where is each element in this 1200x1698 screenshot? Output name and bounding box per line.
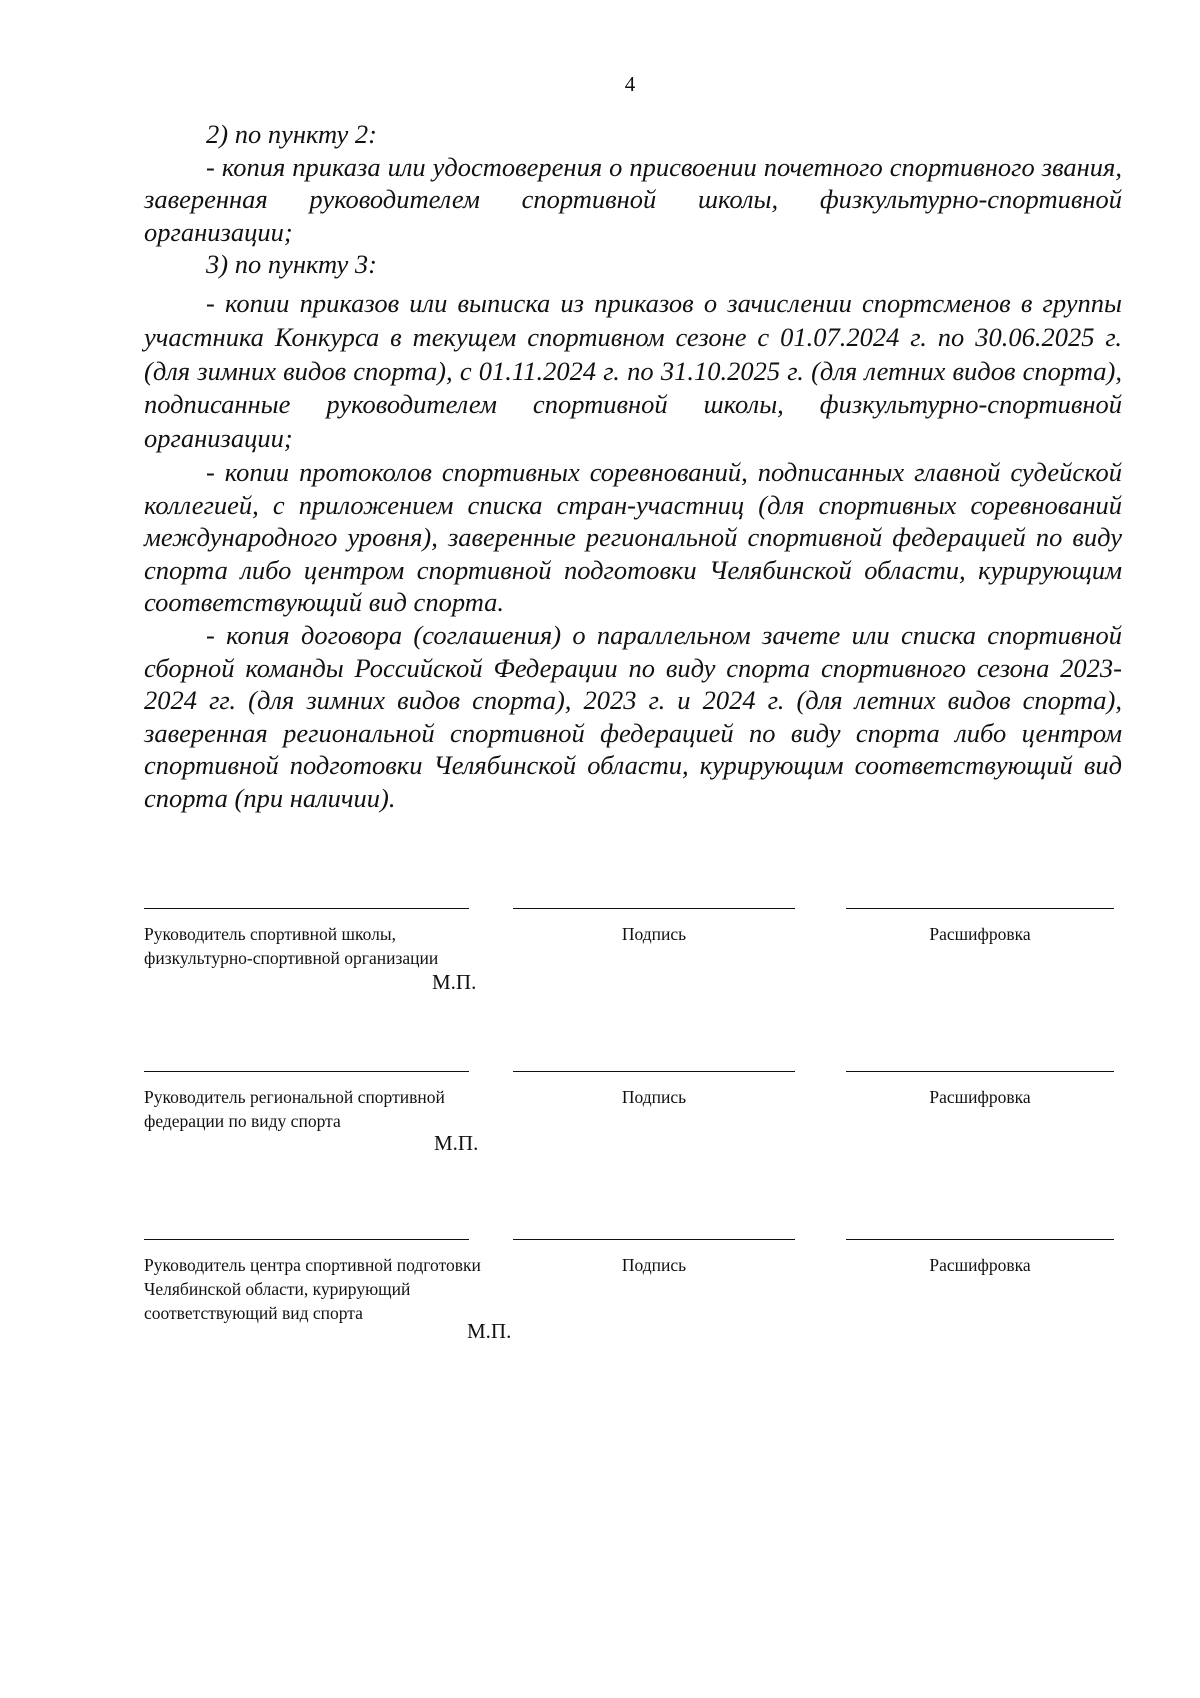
stamp-place-label: М.П. [432, 970, 477, 994]
role-caption-line: Руководитель центра спортивной подготовки [144, 1255, 481, 1275]
signature-caption: Подпись [621, 924, 687, 944]
role-line [144, 908, 469, 909]
signature-caption: Подпись [621, 1255, 687, 1275]
stamp-place-label: М.П. [467, 1319, 512, 1343]
signature-line [513, 1071, 795, 1072]
decoding-caption: Расшифровка [929, 924, 1031, 944]
signature-line [513, 1239, 795, 1240]
role-caption [144, 1253, 524, 1325]
item-2-heading: 2) по пункту 2: [206, 119, 377, 149]
item-3-competition-protocols-entry: - копии протоколов спортивных соревнований, подписанных главной судейской коллегией, с приложением списка стран-участниц (для спортивных соревнований международного уровня), заверенные региональной спортивной федерацией по виду спорта либо центром спортивной подготовки Челябинской области, курирующим соответствующий вид спорта. [144, 456, 1122, 618]
document-body [144, 118, 1122, 814]
decoding-line [846, 908, 1114, 909]
item-2-document-list-entry: - копия приказа или удостоверения о присвоении почетного спортивного звания, заверенная руководителем спортивной школы, физкультурно-спортивной организации; [144, 151, 1122, 247]
role-caption-line: Руководитель региональной спортивной [144, 1087, 445, 1107]
role-caption-line: федерации по виду спорта [144, 1111, 341, 1131]
signature-line [513, 908, 795, 909]
item-3-heading: 3) по пункту 3: [206, 249, 377, 280]
decoding-caption: Расшифровка [929, 1255, 1031, 1275]
role-caption [144, 922, 524, 970]
item-3-enrollment-orders-entry: - копии приказов или выписка из приказов о зачислении спортсменов в группы участника Конкурса в текущем спортивном сезоне с 01.07.2024 г. по 30.06.2025 г. (для зимних видов спорта), с 01.11.2024 г. по 31.10.2025 г. (для летних видов спорта), подписанные руководителем спортивной школы, физкультурно-спортивной организации; [144, 287, 1122, 454]
page-number: 4 [624, 72, 636, 96]
item-3-agreement-copy-entry: - копия договора (соглашения) о параллельном зачете или списка спортивной сборной команды Российской Федерации по виду спорта спортивного сезона 2023-2024 гг. (для зимних видов спорта), 2023 г. и 2024 г. (для летних видов спорта), заверенная региональной спортивной федерацией по виду спорта либо центром спортивной подготовки Челябинской области, курирующим соответствующий вид спорта (при наличии). [144, 619, 1122, 813]
decoding-line [846, 1239, 1114, 1240]
role-caption [144, 1085, 524, 1133]
role-line [144, 1239, 469, 1240]
role-line [144, 1071, 469, 1072]
role-caption-line: физкультурно-спортивной организации [144, 948, 439, 968]
signature-caption: Подпись [621, 1087, 687, 1107]
signature-block-federation [0, 1071, 1200, 1221]
role-caption-line: Челябинской области, курирующий [144, 1279, 411, 1299]
role-caption-line: Руководитель спортивной школы, [144, 924, 397, 944]
role-caption-line: соответствующий вид спорта [144, 1303, 363, 1323]
decoding-line [846, 1071, 1114, 1072]
signature-block-school [0, 908, 1200, 1058]
stamp-place-label: М.П. [434, 1131, 479, 1155]
decoding-caption: Расшифровка [929, 1087, 1031, 1107]
signature-block-training-center [0, 1239, 1200, 1389]
